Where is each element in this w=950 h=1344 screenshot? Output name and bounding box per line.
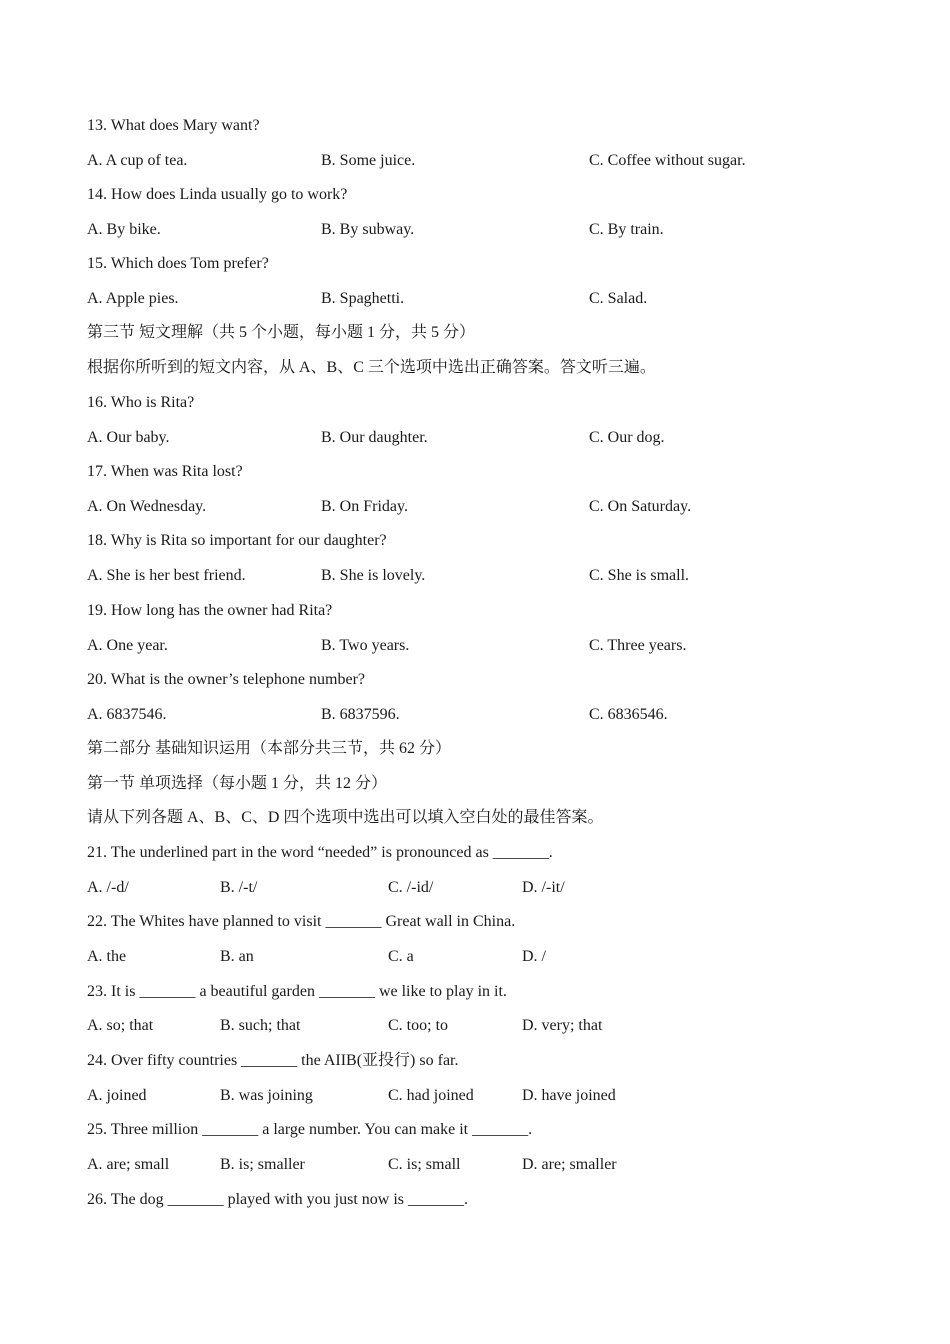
question-19: 19. How long has the owner had Rita?	[87, 602, 333, 619]
q19-option-c: C. Three years.	[589, 637, 687, 654]
section-3-heading: 第三节 短文理解（共 5 个小题，每小题 1 分，共 5 分）	[87, 324, 476, 341]
q25-option-a: A. are; small	[87, 1156, 170, 1173]
q20-option-c: C. 6836546.	[589, 706, 668, 723]
q25-option-d: D. are; smaller	[522, 1156, 617, 1173]
q22-option-d: D. /	[522, 948, 546, 965]
q22-option-b: B. an	[220, 948, 254, 965]
question-25: 25. Three million _______ a large number. You can make it _______.	[87, 1121, 533, 1138]
q14-option-c: C. By train.	[589, 221, 664, 238]
q22-option-c: C. a	[388, 948, 414, 965]
q18-option-b: B. She is lovely.	[321, 567, 426, 584]
q22-option-a: A. the	[87, 948, 127, 965]
q20-option-b: B. 6837596.	[321, 706, 400, 723]
q17-option-c: C. On Saturday.	[589, 498, 692, 515]
q16-option-c: C. Our dog.	[589, 429, 665, 446]
q17-option-a: A. On Wednesday.	[87, 498, 207, 515]
section-1-instructions: 请从下列各题 A、B、C、D 四个选项中选出可以填入空白处的最佳答案。	[87, 809, 604, 826]
question-16: 16. Who is Rita?	[87, 394, 195, 411]
question-18: 18. Why is Rita so important for our daughter?	[87, 532, 387, 549]
q23-option-b: B. such; that	[220, 1017, 301, 1034]
q24-option-a: A. joined	[87, 1087, 147, 1104]
q24-option-b: B. was joining	[220, 1087, 313, 1104]
q21-option-a: A. /-d/	[87, 879, 129, 896]
q23-option-c: C. too; to	[388, 1017, 449, 1034]
q21-option-c: C. /-id/	[388, 879, 434, 896]
q24-option-c: C. had joined	[388, 1087, 474, 1104]
q23-option-d: D. very; that	[522, 1017, 603, 1034]
question-22: 22. The Whites have planned to visit _______ Great wall in China.	[87, 913, 516, 930]
q21-option-b: B. /-t/	[220, 879, 258, 896]
q15-option-b: B. Spaghetti.	[321, 290, 405, 307]
q21-option-d: D. /-it/	[522, 879, 565, 896]
q16-option-b: B. Our daughter.	[321, 429, 428, 446]
question-13: 13. What does Mary want?	[87, 117, 260, 134]
q19-option-a: A. One year.	[87, 637, 168, 654]
q15-option-a: A. Apple pies.	[87, 290, 179, 307]
question-14: 14. How does Linda usually go to work?	[87, 186, 348, 203]
question-24: 24. Over fifty countries _______ the AIIB(亚投行) so far.	[87, 1052, 459, 1069]
q13-option-a: A. A cup of tea.	[87, 152, 188, 169]
q16-option-a: A. Our baby.	[87, 429, 170, 446]
question-23: 23. It is _______ a beautiful garden _______ we like to play in it.	[87, 983, 507, 1000]
q14-option-a: A. By bike.	[87, 221, 161, 238]
q20-option-a: A. 6837546.	[87, 706, 167, 723]
q25-option-b: B. is; smaller	[220, 1156, 305, 1173]
q14-option-b: B. By subway.	[321, 221, 415, 238]
q25-option-c: C. is; small	[388, 1156, 461, 1173]
question-21: 21. The underlined part in the word “needed” is pronounced as _______.	[87, 844, 553, 861]
q13-option-b: B. Some juice.	[321, 152, 416, 169]
q13-option-c: C. Coffee without sugar.	[589, 152, 746, 169]
question-26: 26. The dog _______ played with you just now is _______.	[87, 1191, 469, 1208]
q19-option-b: B. Two years.	[321, 637, 410, 654]
question-20: 20. What is the owner’s telephone number?	[87, 671, 365, 688]
question-17: 17. When was Rita lost?	[87, 463, 243, 480]
section-1-heading: 第一节 单项选择（每小题 1 分，共 12 分）	[87, 775, 388, 792]
section-3-instructions: 根据你所听到的短文内容，从 A、B、C 三个选项中选出正确答案。答文听三遍。	[87, 359, 656, 376]
q23-option-a: A. so; that	[87, 1017, 154, 1034]
q17-option-b: B. On Friday.	[321, 498, 408, 515]
q18-option-c: C. She is small.	[589, 567, 690, 584]
q15-option-c: C. Salad.	[589, 290, 648, 307]
part-2-heading: 第二部分 基础知识运用（本部分共三节，共 62 分）	[87, 740, 452, 757]
question-15: 15. Which does Tom prefer?	[87, 255, 269, 272]
q24-option-d: D. have joined	[522, 1087, 616, 1104]
q18-option-a: A. She is her best friend.	[87, 567, 246, 584]
